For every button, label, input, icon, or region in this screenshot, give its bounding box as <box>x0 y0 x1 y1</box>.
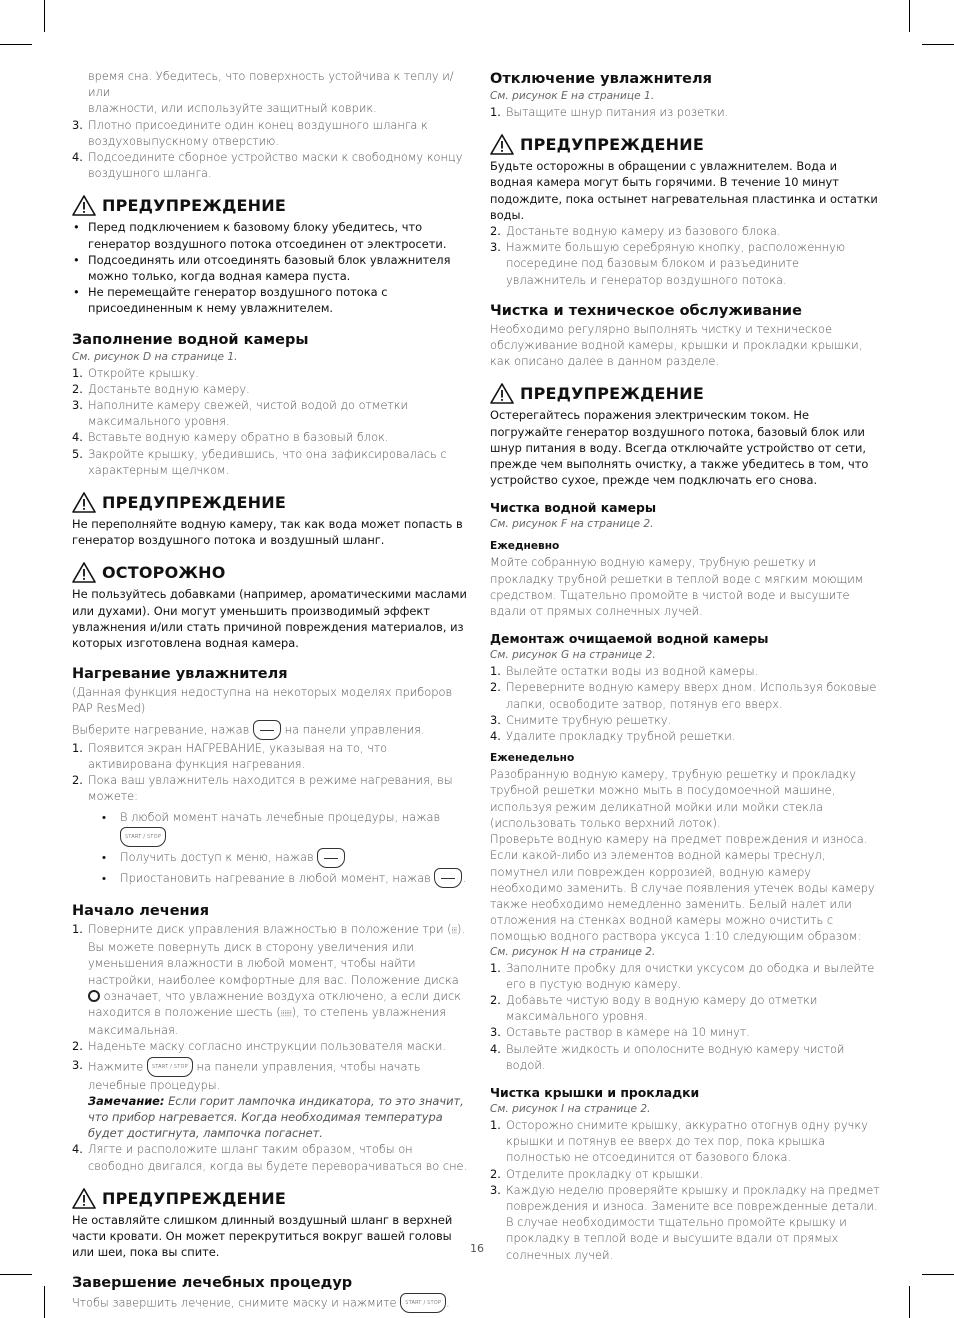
list-item: 3. Наполните камеру свежей, чистой водой до отметки максимального уровня. <box>72 398 408 429</box>
subsection-title: Демонтаж очищаемой водной камеры <box>490 631 769 647</box>
warning-triangle-icon <box>490 383 514 404</box>
weekly-text: Разобранную водную камеру, трубную решетку и прокладку трубной решетки можно мыть в посудомоечной машине, используя режим деликатной мойки или мойки стекла (использовать только верхний лоток). <box>490 767 856 830</box>
disconnect-steps <box>490 104 882 120</box>
heating-select: Выберите нагревание, нажав на панели управления. <box>72 720 468 740</box>
intro-line: влажности, или используйте защитный коврик. <box>88 101 377 116</box>
weekly-text: Проверьте водную камеру на предмет повреждения и износа. Если какой-либо из элементов водной камеры треснул, помутнел или поврежден коррозией, водную камеру необходимо заменить. В случае появления утечек воды камеру также необходимо немедленно заменить. Белый налет или отложения на стенках водной камеры можно очистить с помощью водного раствора уксуса 1:10 следующим образом: <box>490 832 875 944</box>
cleaning-text: Необходимо регулярно выполнять чистку и техническое обслуживание водной камеры, крышки и прокладки крышки, как описано далее в данном разделе. <box>490 321 863 369</box>
warning-list <box>72 219 468 316</box>
list-item: 4. Вставьте водную камеру обратно в базовый блок. <box>72 430 389 445</box>
right-column <box>490 68 882 1263</box>
caution-title: ОСТОРОЖНО <box>102 563 226 583</box>
daily-text: Мойте собранную водную камеру, трубную решетку и прокладку трубной решетки в теплой воде с мягким моющим средством. Тщательно промойте в чистой воде и высушите вдали от прямых солнечных лучей. <box>490 555 864 619</box>
intro-steps <box>72 117 468 182</box>
crop-mark <box>922 1274 954 1275</box>
crop-mark <box>909 1286 910 1318</box>
list-item: • Перед подключением к базовому блоку убедитесь, что генератор воздушного потока отсоединен от электросети. <box>72 219 468 251</box>
figure-reference: См. рисунок E на странице 1. <box>490 90 655 102</box>
menu-button-icon <box>317 848 345 868</box>
warning-triangle-icon <box>490 134 514 155</box>
caution-text: Не пользуйтесь добавками (например, ароматическими маслами или духами). Они могут уменьшить производимый эффект увлажнения и/или стать причиной повреждения материалов, из которых изготовлена водная камера. <box>72 587 467 651</box>
list-item: 4. Лягте и расположите шланг таким образом, чтобы он свободно двигался, когда вы будете переворачиваться во сне. <box>72 1142 468 1173</box>
warning-title: ПРЕДУПРЕЖДЕНИЕ <box>520 384 704 404</box>
list-item: 3. Оставьте раствор в камере на 10 минут. <box>490 1025 750 1040</box>
crop-mark <box>0 44 32 45</box>
list-item: 3. Плотно присоедините один конец воздушного шланга к воздуховыпускному отверстию. <box>72 117 428 148</box>
left-column <box>72 68 468 1313</box>
section-title: Отключение увлажнителя <box>490 71 712 87</box>
fill-steps <box>72 365 468 478</box>
warning-title: ПРЕДУПРЕЖДЕНИЕ <box>102 1188 286 1208</box>
figure-reference: См. рисунок G на странице 2. <box>490 649 656 662</box>
list-item: 4. Вылейте жидкость и ополосните водную камеру чистой водой. <box>490 1041 845 1072</box>
section-title: Завершение лечебных процедур <box>72 1275 353 1292</box>
list-item: 2. Наденьте маску согласно инструкции пользователя маски. <box>72 1039 447 1054</box>
warning-heading <box>490 134 882 155</box>
warning-title: ПРЕДУПРЕЖДЕНИЕ <box>102 196 286 216</box>
humidity-six-icon: ⦙⦙⦙⦙⦙⦙ <box>280 1009 292 1019</box>
section-title: Нагревание увлажнителя <box>72 666 288 683</box>
start-steps <box>72 921 468 1174</box>
finish-text: Чтобы завершить лечение, снимите маску и нажмите START / STOP . <box>72 1293 468 1313</box>
crop-mark <box>922 44 954 45</box>
warning-triangle-icon <box>72 492 96 513</box>
lid-steps <box>490 1117 882 1263</box>
section-title: Начало лечения <box>72 903 210 919</box>
crop-mark <box>0 1274 32 1275</box>
list-item: 3. Нажмите START / STOP на панели управления, чтобы начать лечебные процедуры. Замечание: Если горит лампочка индикатора, то это значит, что прибор нагревается. Когда необходимая температура будет достигнута, лампочка погаснет. <box>72 1057 464 1141</box>
start-stop-button-icon: START / STOP <box>400 1293 446 1313</box>
note-label: Замечание: <box>88 1093 165 1108</box>
disconnect-steps-continued <box>490 223 882 288</box>
subsection-title: Чистка водной камеры <box>490 500 657 516</box>
crop-mark <box>909 0 910 32</box>
list-item: 5. Закройте крышку, убедившись, что она зафиксировалась с характерным щелчком. <box>72 446 447 477</box>
warning-text: Остерегайтесь поражения электрическим током. Не погружайте генератор воздушного потока, базовый блок или шнур питания в воду. Всегда отключайте устройство от сети, прежде чем выполнять очистку, а также убедитесь в том, что устройство сухое, прежде чем подключать его снова. <box>490 408 869 488</box>
warning-title: ПРЕДУПРЕЖДЕНИЕ <box>520 135 704 155</box>
frequency-title: Ежедневно <box>490 540 560 553</box>
section-title: Чистка и техническое обслуживание <box>490 302 802 319</box>
list-item: 1. Вылейте остатки воды из водной камеры. <box>490 664 759 679</box>
list-item: 1. Откройте крышку. <box>72 365 199 380</box>
list-item: 2. Достаньте водную камеру из базового блока. <box>490 224 781 239</box>
page-number: 16 <box>470 1242 484 1255</box>
list-item: 4. Удалите прокладку трубной решетки. <box>490 729 736 744</box>
crop-mark <box>44 0 45 32</box>
list-item: 2. Достаньте водную камеру. <box>72 381 250 396</box>
warning-heading <box>490 383 882 404</box>
vinegar-steps <box>490 960 882 1073</box>
list-item: 1. Появится экран НАГРЕВАНИЕ, указывая на то, что активирована функция нагревания. <box>72 740 388 771</box>
figure-reference: См. рисунок H на странице 2. <box>490 945 656 958</box>
warning-triangle-icon <box>72 195 96 216</box>
list-item: 1. Поверните диск управления влажностью в положение три (⦙⦙⦙). Вы можете повернуть диск в сторону увеличения или уменьшения влажности в любой момент, чтобы найти настройки, наиболее комфортные для вас. Положение диска означает, что увлажнение воздуха отключено, а если диск находится в положение шесть (⦙⦙⦙⦙⦙⦙), то степень увлажнения максимальная. <box>72 922 466 1038</box>
list-item: 2. Переверните водную камеру вверх дном. Используя боковые лапки, освободите затвор, потянув его вверх. <box>490 680 877 711</box>
caution-heading <box>72 562 468 583</box>
warning-text: Не переполняйте водную камеру, так как вода может попасть в генератор воздушного потока и воздушный шланг. <box>72 517 463 548</box>
list-item: 2. Отделите прокладку от крышки. <box>490 1166 703 1181</box>
list-item: 2. Пока ваш увлажнитель находится в режиме нагревания, вы можете: <box>72 773 453 804</box>
list-item: 2. Добавьте чистую воду в водную камеру до отметки максимального уровня. <box>490 992 818 1024</box>
list-item: • Не перемещайте генератор воздушного потока с присоединенным к нему увлажнителем. <box>72 284 468 316</box>
figure-reference: См. рисунок D на странице 1. <box>72 350 238 363</box>
subsection-title: Чистка крышки и прокладки <box>490 1084 700 1100</box>
warning-text: Будьте осторожны в обращении с увлажнителем. Вода и водная камера могут быть горячими. В течение 10 минут подождите, пока остынет нагревательная пластинка и остатки воды. <box>490 159 878 222</box>
list-item: 3. Снимите трубную решетку. <box>490 712 672 727</box>
heating-steps <box>72 740 468 805</box>
list-item: • Приостановить нагревание в любой момент, нажав . <box>72 868 468 889</box>
humidity-three-icon: ⦙⦙⦙ <box>451 926 457 935</box>
list-item: 3. Каждую неделю проверяйте крышку и прокладку на предмет повреждения и износа. Замените все поврежденные детали. В случае необходимости тщательно промойте крышку и прокладку в теплой воде и высушите вдали от прямых солнечных лучей. <box>490 1182 880 1262</box>
start-stop-button-icon: START / STOP <box>120 827 166 847</box>
heat-button-icon <box>434 868 462 888</box>
list-item: • В любой момент начать лечебные процедуры, нажав START / STOP <box>72 807 468 848</box>
heating-options <box>72 807 468 889</box>
crop-mark <box>44 1286 45 1318</box>
warning-heading <box>72 195 468 216</box>
heating-note: (Данная функция недоступна на некоторых моделях приборов PAP ResMed) <box>72 685 453 716</box>
intro-line: время сна. Убедитесь, что поверхность устойчива к теплу и/или <box>88 69 454 100</box>
warning-title: ПРЕДУПРЕЖДЕНИЕ <box>102 493 286 513</box>
section-title: Заполнение водной камеры <box>72 331 309 348</box>
frequency-title: Еженедельно <box>490 752 575 765</box>
list-item: • Получить доступ к меню, нажав <box>72 847 468 868</box>
heat-button-icon <box>253 720 281 740</box>
list-item: • Подсоединять или отсоединять базовый блок увлажнителя можно только, когда водная камера пуста. <box>72 252 468 284</box>
figure-reference: См. рисунок F на странице 2. <box>490 518 654 531</box>
list-item: 1. Заполните пробку для очистки уксусом до ободка и вылейте его в пустую водную камеру. <box>490 960 875 991</box>
warning-heading <box>72 1188 468 1209</box>
warning-text: Не оставляйте слишком длинный воздушный шланг в верхней части кровати. Он может перекрутиться вокруг вашей головы или шеи, пока вы спите. <box>72 1212 453 1260</box>
list-item: 3. Нажмите большую серебряную кнопку, расположенную посередине под базовым блоком и разъедините увлажнитель и генератор воздушного потока. <box>490 240 846 287</box>
start-stop-button-icon: START / STOP <box>147 1057 193 1077</box>
warning-heading <box>72 492 468 513</box>
warning-triangle-icon <box>72 1188 96 1209</box>
note-text: Если горит лампочка индикатора, то это значит, что прибор нагревается. Когда необходимая температура будет достигнута, лампочка погаснет. <box>88 1093 464 1141</box>
figure-reference: См. рисунок I на странице 2. <box>490 1102 651 1115</box>
list-item: 1. Осторожно снимите крышку, аккуратно отогнув одну ручку крышки и потянув ее вверх до тех пор, пока крышка полностью не отсоединится от базового блока. <box>490 1117 868 1165</box>
disassembly-steps <box>490 663 882 744</box>
list-item: 4. Подсоедините сборное устройство маски к свободному концу воздушного шланга. <box>72 150 463 181</box>
list-item: 1. Вытащите шнур питания из розетки. <box>490 105 729 119</box>
warning-triangle-icon <box>72 562 96 583</box>
dial-off-icon <box>88 990 100 1002</box>
